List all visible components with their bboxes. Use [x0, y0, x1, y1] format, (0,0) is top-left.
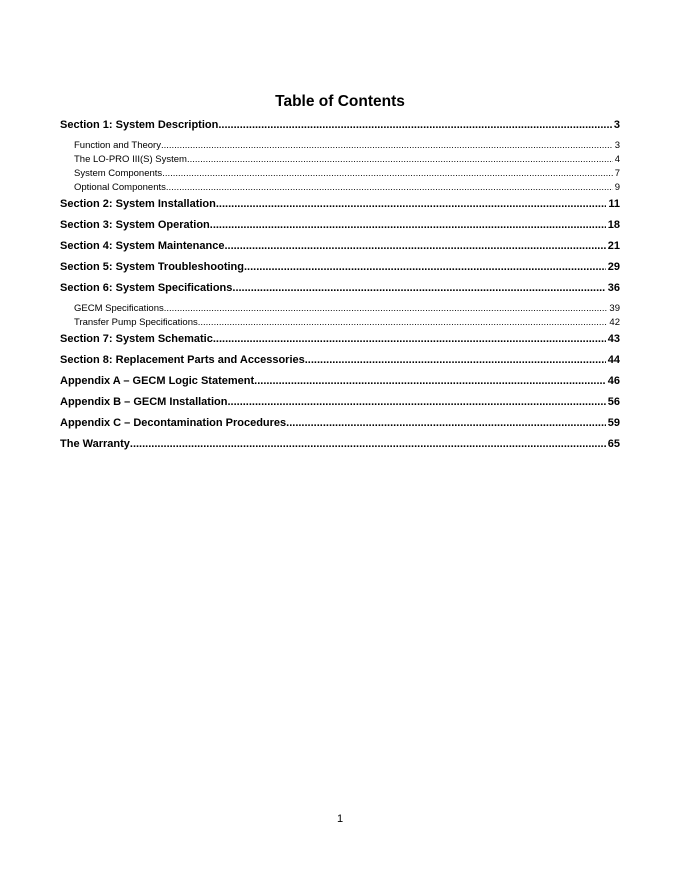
toc-entry-appendix-c[interactable] — [60, 416, 620, 430]
toc-entry-page: 44 — [607, 354, 620, 366]
dot-leader — [244, 260, 606, 274]
toc-entry-label: Function and Theory — [74, 140, 161, 151]
toc-entry-label: Section 6: System Specifications — [60, 282, 233, 294]
toc-entry-label: Section 2: System Installation — [60, 198, 216, 210]
toc-entry-label: Section 3: System Operation — [60, 219, 210, 231]
toc-entry-section-2[interactable] — [60, 197, 620, 211]
toc-entry-lo-pro-system[interactable] — [60, 153, 620, 167]
toc-entry-label: Section 1: System Description — [60, 119, 219, 131]
toc-entry-label: The LO-PRO III(S) System — [74, 154, 187, 165]
dot-leader — [224, 239, 605, 253]
dot-leader — [187, 153, 613, 167]
dot-leader — [198, 316, 608, 330]
toc-entry-section-3[interactable] — [60, 218, 620, 232]
toc-entry-page: 3 — [614, 140, 620, 151]
toc-entry-page: 3 — [613, 119, 620, 131]
toc-entry-label: GECM Specifications — [74, 303, 164, 314]
toc-entry-label: Section 4: System Maintenance — [60, 240, 225, 252]
toc-entry-system-components[interactable] — [60, 167, 620, 181]
dot-leader — [286, 416, 606, 430]
toc-entry-label: Appendix B – GECM Installation — [60, 396, 228, 408]
toc-entry-label: Appendix A – GECM Logic Statement — [60, 375, 255, 387]
toc-entry-page: 39 — [609, 303, 620, 314]
dot-leader — [130, 437, 606, 451]
toc-entry-label: Section 8: Replacement Parts and Accessories — [60, 354, 305, 366]
toc-entry-label: System Components — [74, 168, 163, 179]
dot-leader — [218, 118, 612, 132]
toc-entry-appendix-b[interactable] — [60, 395, 620, 409]
dot-leader — [162, 167, 613, 181]
toc-entry-appendix-a[interactable] — [60, 374, 620, 388]
toc-entry-page: 43 — [607, 333, 620, 345]
toc-entry-page: 59 — [607, 417, 620, 429]
toc-entry-page: 29 — [607, 261, 620, 273]
toc-entry-label: The Warranty — [60, 438, 130, 450]
toc-entry-label: Section 7: System Schematic — [60, 333, 213, 345]
dot-leader — [161, 139, 613, 153]
page-title: Table of Contents — [275, 93, 405, 110]
toc-entry-transfer-pump-specifications[interactable] — [60, 316, 620, 330]
toc-entry-page: 7 — [614, 168, 620, 179]
dot-leader — [164, 302, 608, 316]
dot-leader — [254, 374, 606, 388]
dot-leader — [216, 197, 606, 211]
toc-entry-page: 4 — [614, 154, 620, 165]
toc-entry-section-5[interactable] — [60, 260, 620, 274]
dot-leader — [166, 181, 613, 195]
toc-entry-page: 11 — [608, 198, 620, 210]
page-number: 1 — [336, 813, 344, 825]
toc-entry-label: Section 5: System Troubleshooting — [60, 261, 244, 273]
toc-entry-page: 36 — [607, 282, 620, 294]
dot-leader — [232, 281, 605, 295]
toc-entry-section-6[interactable] — [60, 281, 620, 295]
toc-entry-page: 42 — [609, 317, 620, 328]
table-of-contents — [60, 118, 620, 451]
toc-entry-section-4[interactable] — [60, 239, 620, 253]
toc-entry-page: 9 — [614, 182, 620, 193]
toc-entry-warranty[interactable] — [60, 437, 620, 451]
dot-leader — [305, 353, 606, 367]
toc-entry-section-7[interactable] — [60, 332, 620, 346]
toc-entry-label: Appendix C – Decontamination Procedures — [60, 417, 287, 429]
toc-entry-label: Optional Components — [74, 182, 166, 193]
toc-entry-page: 18 — [607, 219, 620, 231]
dot-leader — [213, 332, 606, 346]
toc-entry-label: Transfer Pump Specifications — [74, 317, 198, 328]
toc-entry-gecm-specifications[interactable] — [60, 302, 620, 316]
dot-leader — [210, 218, 606, 232]
toc-entry-page: 21 — [607, 240, 620, 252]
toc-entry-section-8[interactable] — [60, 353, 620, 367]
toc-entry-page: 56 — [607, 396, 620, 408]
toc-entry-page: 65 — [607, 438, 620, 450]
toc-entry-function-and-theory[interactable] — [60, 139, 620, 153]
dot-leader — [227, 395, 605, 409]
toc-entry-section-1[interactable] — [60, 118, 620, 132]
toc-entry-optional-components[interactable] — [60, 181, 620, 195]
toc-entry-page: 46 — [607, 375, 620, 387]
